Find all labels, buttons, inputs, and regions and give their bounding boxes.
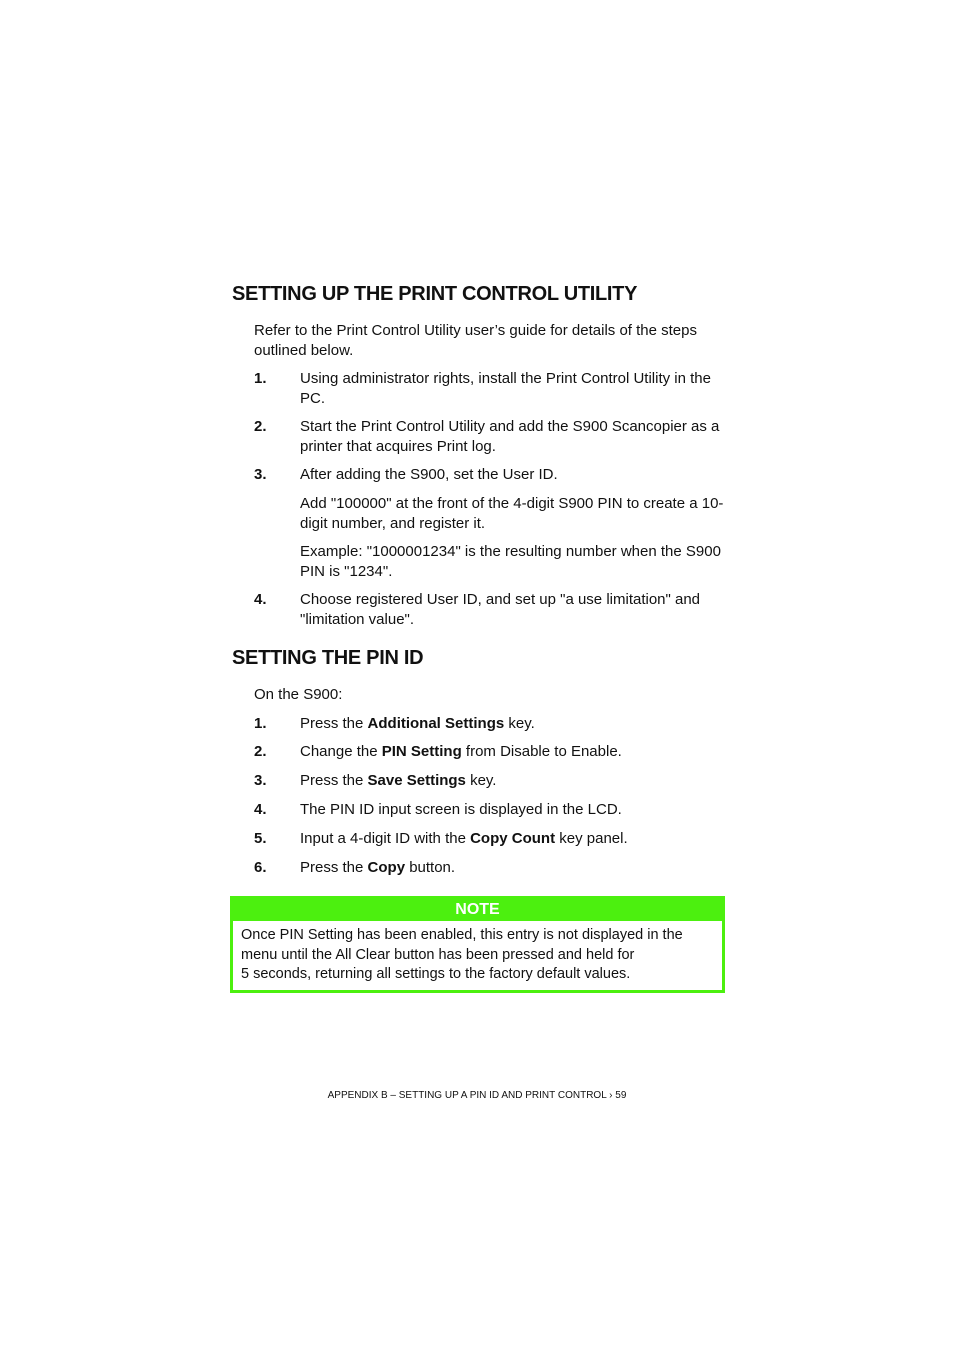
step-text: Choose registered User ID, and set up "a use limitation" and "limitation value". [300, 591, 701, 628]
step-number: 1. [254, 370, 267, 387]
section2-intro: On the S900: [254, 686, 343, 703]
step-text-post: from Disable to Enable. [461, 743, 622, 760]
section1-intro: Refer to the Print Control Utility user’s guide for details of the steps outlined below. [254, 322, 697, 359]
step-text-post: button. [405, 859, 456, 876]
ui-key-name: Save Settings [367, 772, 466, 789]
step-text-pre: Press the [300, 772, 368, 789]
page-footer: APPENDIX B – SETTING UP A PIN ID AND PRINT CONTROL › 59 [327, 1090, 627, 1101]
ui-button-name: Copy [367, 859, 406, 876]
step-text-post: key. [504, 715, 535, 732]
step3-detail-example: Example: "1000001234" is the resulting number when the S900 PIN is "1234". [300, 543, 721, 580]
step-text: Using administrator rights, install the Print Control Utility in the PC. [300, 370, 711, 407]
step-number: 2. [254, 418, 267, 435]
note-title: NOTE [233, 899, 722, 921]
step-number: 1. [254, 715, 267, 732]
step-text [300, 714, 724, 734]
section-heading-pin-id: SETTING THE PIN ID [232, 647, 424, 669]
step-number: 5. [254, 830, 267, 847]
ui-key-name: Additional Settings [367, 715, 505, 732]
note-line: menu until the All Clear button has been pressed and held for [241, 946, 635, 963]
step-text [300, 771, 724, 791]
step-number: 4. [254, 591, 267, 608]
step-text-post: key panel. [555, 830, 628, 847]
step-number: 2. [254, 743, 267, 760]
step-number: 3. [254, 772, 267, 789]
step-text-pre: Change the [300, 743, 382, 760]
step-text [300, 858, 724, 878]
step-text-pre: Press the [300, 859, 368, 876]
step-text: Start the Print Control Utility and add the S900 Scancopier as a printer that acquires Print log. [300, 418, 720, 455]
note-text [241, 926, 716, 985]
step-text-post: key. [465, 772, 497, 789]
step-number: 3. [254, 466, 267, 483]
step-number: 4. [254, 801, 267, 818]
note-line: Once PIN Setting has been enabled, this entry is not displayed in the [241, 927, 683, 943]
step-text [300, 800, 724, 820]
step-number: 6. [254, 859, 267, 876]
step-text: After adding the S900, set the User ID. [300, 466, 558, 483]
step-text-pre: Press the [300, 715, 368, 732]
step3-detail-add-prefix: Add "100000" at the front of the 4-digit S900 PIN to create a 10-digit number, and register it. [300, 495, 724, 532]
step-text [300, 829, 724, 849]
ui-setting-name: PIN Setting [381, 743, 462, 760]
step-text [300, 742, 724, 762]
note-line: 5 seconds, returning all settings to the factory default values. [241, 966, 631, 982]
note-box [230, 896, 725, 993]
step-text-pre: Input a 4-digit ID with the [300, 830, 471, 847]
section-heading-print-control-utility: SETTING UP THE PRINT CONTROL UTILITY [232, 283, 638, 305]
ui-key-name: Copy Count [470, 830, 556, 847]
step-text-pre: The PIN ID input screen is displayed in the LCD. [300, 801, 622, 818]
